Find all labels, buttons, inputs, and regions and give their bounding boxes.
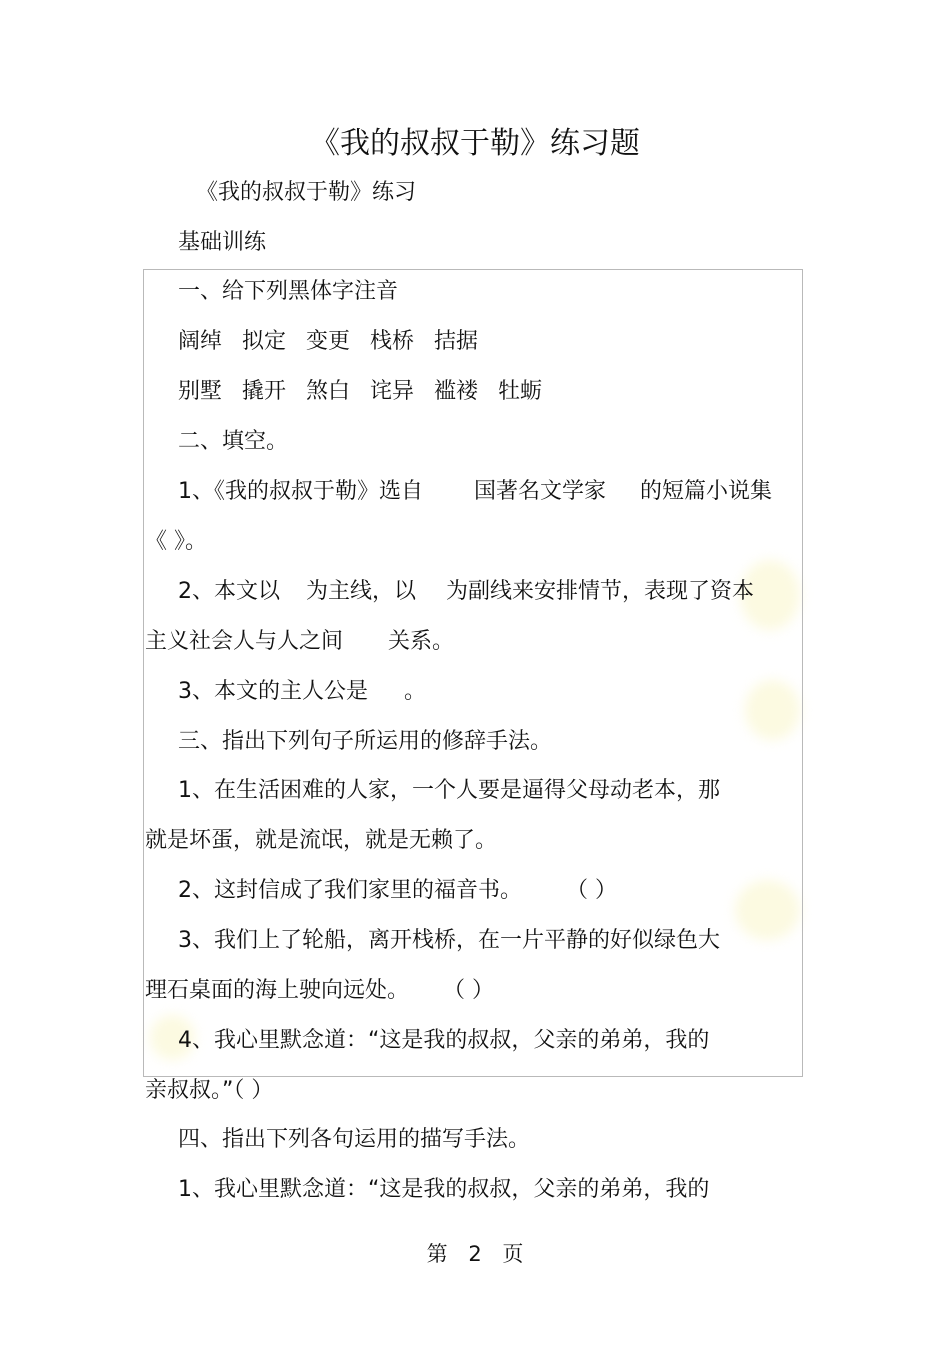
part2-q3-text: 3、本文的主人公是 bbox=[178, 679, 368, 704]
answer-blank: （ ） bbox=[443, 978, 494, 1003]
word: 别墅 bbox=[178, 379, 223, 404]
part1-heading: 一、给下列黑体字注音 bbox=[178, 279, 399, 304]
part2-q1-text: 《 》。 bbox=[145, 529, 207, 554]
footer-prefix: 第 bbox=[426, 1242, 448, 1266]
word: 栈桥 bbox=[370, 329, 415, 354]
part3-q4-text: 亲叔叔。”（ ） bbox=[145, 1078, 274, 1103]
part2-heading: 二、填空。 bbox=[178, 429, 289, 454]
word: 变更 bbox=[306, 329, 351, 354]
part2-q2-text: 关系。 bbox=[388, 629, 455, 654]
word: 拮据 bbox=[434, 329, 479, 354]
part2-q2-text: 主义社会人与人之间 bbox=[145, 629, 344, 654]
page-title: 《我的叔叔于勒》练习题 bbox=[310, 126, 640, 161]
word: 拟定 bbox=[242, 329, 287, 354]
part2-q2-text: 2、本文以 bbox=[178, 579, 280, 604]
part3-q1-text: 就是坏蛋，就是流氓，就是无赖了。 bbox=[145, 828, 498, 853]
part3-q1-text: 1、在生活困难的人家，一个人要是逼得父母动老本，那 bbox=[178, 778, 720, 803]
part3-heading: 三、指出下列句子所运用的修辞手法。 bbox=[178, 729, 553, 754]
word: 褴褛 bbox=[434, 379, 479, 404]
word: 煞白 bbox=[306, 379, 351, 404]
subtitle: 《我的叔叔于勒》练习 bbox=[196, 180, 417, 205]
answer-blank: （ ） bbox=[566, 878, 617, 903]
part2-q2-text: 为副线来安排情节，表现了资本 bbox=[446, 579, 755, 604]
part2-q1-text: 的短篇小说集 bbox=[640, 479, 773, 504]
part4-q1-text: 1、我心里默念道：“这是我的叔叔，父亲的弟弟，我的 bbox=[178, 1177, 710, 1202]
footer-suffix: 页 bbox=[502, 1242, 524, 1266]
part3-q3-text: 3、我们上了轮船，离开栈桥，在一片平静的好似绿色大 bbox=[178, 928, 720, 953]
word: 诧异 bbox=[370, 379, 415, 404]
part2-q1-text: 国著名文学家 bbox=[474, 479, 607, 504]
part3-q3-text: 理石桌面的海上驶向远处。 bbox=[145, 978, 410, 1003]
part2-q3-text: 。 bbox=[404, 679, 427, 704]
page-footer bbox=[0, 1240, 950, 1268]
part4-heading: 四、指出下列各句运用的描写手法。 bbox=[178, 1127, 531, 1152]
word: 牡蛎 bbox=[498, 379, 543, 404]
word: 阔绰 bbox=[178, 329, 223, 354]
part3-q4-text: 4、我心里默念道：“这是我的叔叔，父亲的弟弟，我的 bbox=[178, 1028, 710, 1053]
part2-q1-text: 1、《我的叔叔于勒》选自 bbox=[178, 479, 423, 504]
word: 撬开 bbox=[242, 379, 287, 404]
section-label: 基础训练 bbox=[178, 230, 267, 255]
part2-q2-text: 为主线，以 bbox=[306, 579, 417, 604]
part3-q2-text: 2、这封信成了我们家里的福音书。 bbox=[178, 878, 522, 903]
page-number: 2 bbox=[468, 1242, 482, 1266]
